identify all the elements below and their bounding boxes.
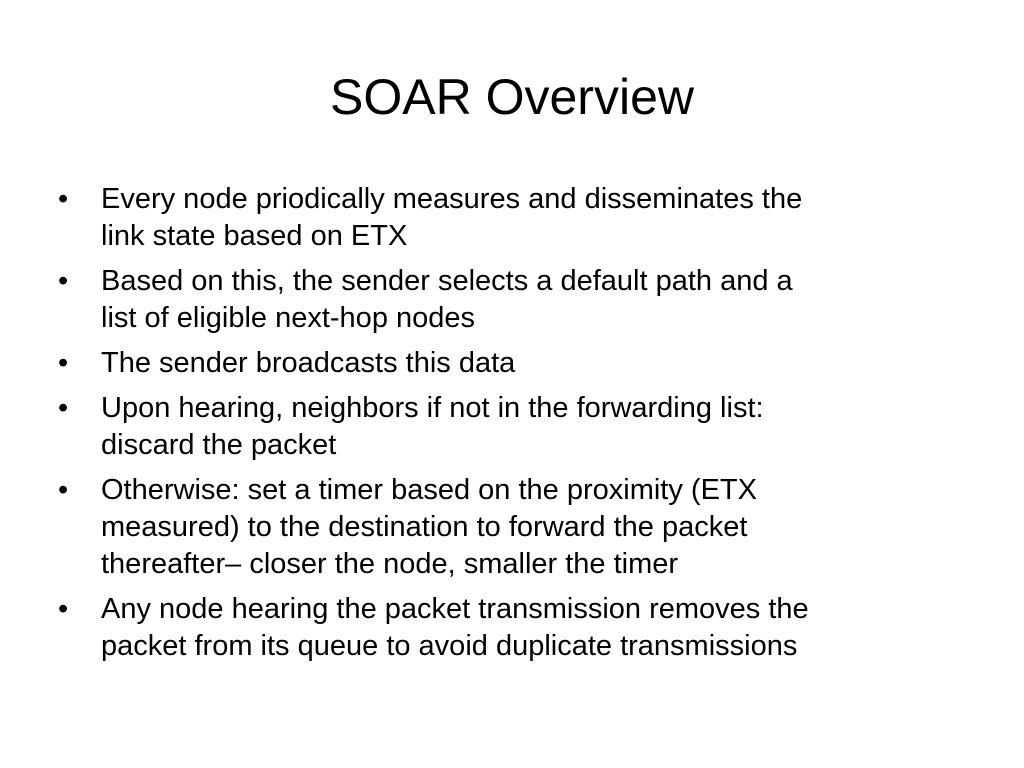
bullet-text-line: Otherwise: set a timer based on the proximity (ETX — [101, 474, 757, 506]
bullet-item — [58, 345, 998, 382]
bullet-text-line: link state based on ETX — [101, 220, 408, 252]
bullet-item — [58, 390, 998, 464]
bullet-text-line: The sender broadcasts this data — [101, 347, 516, 379]
slide-title: SOAR Overview — [330, 69, 694, 125]
bullet-list — [58, 181, 998, 673]
bullet-text-line: measured) to the destination to forward the packet — [101, 511, 748, 543]
bullet-item — [58, 181, 998, 255]
bullet-text-line: list of eligible next-hop nodes — [101, 302, 476, 334]
bullet-marker: • — [58, 474, 69, 506]
bullet-text-line: packet from its queue to avoid duplicate transmissions — [101, 630, 798, 662]
bullet-marker: • — [58, 392, 69, 424]
bullet-text-line: Every node priodically measures and disseminates the — [101, 183, 803, 215]
bullet-marker: • — [58, 347, 69, 379]
bullet-marker: • — [58, 593, 69, 625]
bullet-item — [58, 263, 998, 337]
bullet-text-line: thereafter– closer the node, smaller the timer — [101, 548, 679, 580]
bullet-item — [58, 472, 998, 583]
bullet-marker: • — [58, 265, 69, 297]
bullet-text-line: Upon hearing, neighbors if not in the forwarding list: — [101, 392, 764, 424]
bullet-text-line: discard the packet — [101, 429, 337, 461]
bullet-text-line: Based on this, the sender selects a default path and a — [101, 265, 793, 297]
bullet-marker: • — [58, 183, 69, 215]
bullet-text-line: Any node hearing the packet transmission removes the — [101, 593, 809, 625]
bullet-item — [58, 591, 998, 665]
